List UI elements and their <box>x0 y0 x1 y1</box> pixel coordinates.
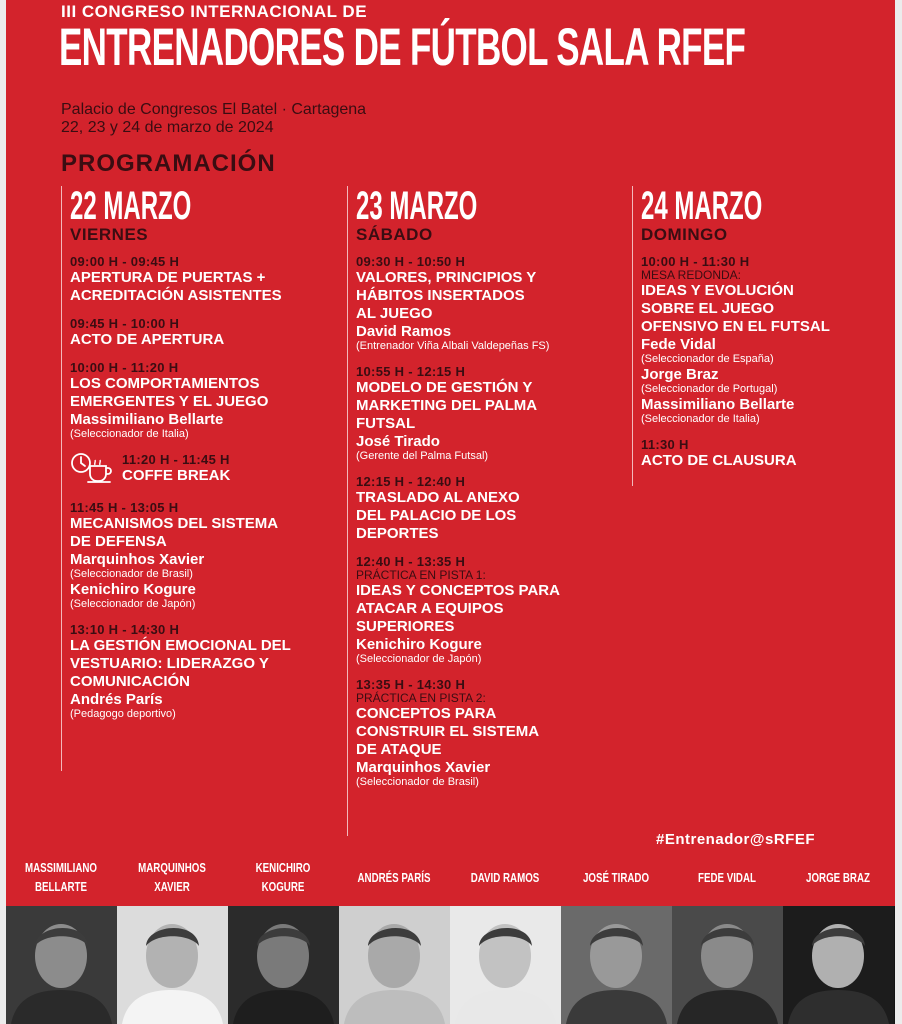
schedule-event <box>356 677 631 789</box>
event-time: 09:30 H - 10:50 H <box>356 254 466 269</box>
speaker-name: José Tirado <box>356 433 440 450</box>
event-title-line: AL JUEGO <box>356 305 433 322</box>
speaker-role: (Seleccionador de Italia) <box>641 413 760 425</box>
speaker-role: (Seleccionador de Japón) <box>70 598 196 610</box>
speaker-role: (Seleccionador de Japón) <box>356 653 482 665</box>
event-title-line: OFENSIVO EN EL FUTSAL <box>641 318 830 335</box>
speaker-role: (Pedagogo deportivo) <box>70 708 176 720</box>
event-title-line: SOBRE EL JUEGO <box>641 300 775 317</box>
speaker-name: Marquinhos Xavier <box>70 551 205 568</box>
coffee-clock-icon <box>70 452 114 484</box>
schedule-event <box>356 554 631 666</box>
coffee-icon <box>70 452 122 489</box>
event-time: 10:00 H - 11:30 H <box>641 254 750 269</box>
event-time: 13:10 H - 14:30 H <box>70 622 180 637</box>
schedule-event <box>70 622 345 721</box>
event-title-line: VALORES, PRINCIPIOS Y <box>356 269 537 286</box>
speaker-role: (Seleccionador de Italia) <box>70 428 189 440</box>
speaker-strip-name <box>797 868 880 887</box>
day-column-2 <box>347 186 631 836</box>
speaker-name: Massimiliano Bellarte <box>641 396 795 413</box>
day-weekday: VIERNES <box>70 225 149 244</box>
schedule-event <box>356 364 631 463</box>
venue-location: Palacio de Congresos El Batel · Cartagena <box>61 101 367 118</box>
speaker-strip-name-line: XAVIER <box>154 879 190 894</box>
congress-subtitle: III CONGRESO INTERNACIONAL DE <box>61 2 368 21</box>
speaker-name: Marquinhos Xavier <box>356 759 491 776</box>
event-title-line: IDEAS Y CONCEPTOS PARA <box>356 582 560 599</box>
event-title-line: VESTUARIO: LIDERAZGO Y <box>70 655 269 672</box>
event-title-line: MECANISMOS DEL SISTEMA <box>70 515 279 532</box>
schedule-event <box>70 360 345 441</box>
event-title-line: LA GESTIÓN EMOCIONAL DEL <box>70 637 291 654</box>
speaker-strip-name-line: MASSIMILIANO <box>24 860 98 875</box>
schedule-event <box>356 474 631 543</box>
schedule-event <box>70 500 345 611</box>
speaker-strip-name-line: ANDRÉS PARÍS <box>357 870 431 885</box>
speaker-name: Andrés París <box>70 691 163 708</box>
event-title-line: FUTSAL <box>356 415 416 432</box>
event-title-line: TRASLADO AL ANEXO <box>356 489 520 506</box>
event-title-line: COMUNICACIÓN <box>70 673 190 690</box>
speaker-strip-name-line: BELLARTE <box>34 879 88 894</box>
speaker-name: Kenichiro Kogure <box>356 636 482 653</box>
speaker-names-row <box>6 858 895 906</box>
speaker-photo <box>672 906 783 1024</box>
hashtag: #Entrenador@sRFEF <box>656 831 815 848</box>
event-time: 12:40 H - 13:35 H <box>356 554 466 569</box>
event-title-line: MODELO DE GESTIÓN Y <box>356 379 533 396</box>
speaker-photo <box>783 906 894 1024</box>
speaker-strip-name-line: MARQUINHOS <box>138 860 206 875</box>
speaker-role: (Seleccionador de Portugal) <box>641 383 778 395</box>
speaker-role: (Seleccionador de España) <box>641 353 774 365</box>
event-tag: PRÁCTICA EN PISTA 2: <box>356 691 486 705</box>
speaker-strip-name <box>242 858 325 896</box>
event-time: 09:00 H - 09:45 H <box>70 254 180 269</box>
day-weekday: SÁBADO <box>356 225 433 244</box>
speaker-photo <box>561 906 672 1024</box>
speaker-name: Fede Vidal <box>641 336 716 353</box>
speaker-photo <box>450 906 561 1024</box>
speaker-photo <box>228 906 339 1024</box>
event-title-line: CONCEPTOS PARA <box>356 705 497 722</box>
event-tag: PRÁCTICA EN PISTA 1: <box>356 568 486 582</box>
event-title-line: IDEAS Y EVOLUCIÓN <box>641 282 794 299</box>
event-title-line: CONSTRUIR EL SISTEMA <box>356 723 540 740</box>
day-date: 24 MARZO <box>641 184 763 228</box>
venue-info <box>61 101 366 137</box>
event-time: 10:00 H - 11:20 H <box>70 360 179 375</box>
day-column-3 <box>632 186 891 486</box>
schedule-event <box>356 254 631 353</box>
speaker-name: David Ramos <box>356 323 452 340</box>
event-title-line: DEPORTES <box>356 525 439 542</box>
program-heading: PROGRAMACIÓN <box>61 150 276 177</box>
event-title-line: SUPERIORES <box>356 618 455 635</box>
event-time: 11:45 H - 13:05 H <box>70 500 179 515</box>
speaker-strip-name <box>464 868 547 887</box>
event-title-line: ACTO DE CLAUSURA <box>641 452 797 469</box>
event-title-line: APERTURA DE PUERTAS + <box>70 269 266 286</box>
event-title-line: ATACAR A EQUIPOS <box>356 600 504 617</box>
event-time: 10:55 H - 12:15 H <box>356 364 466 379</box>
event-time: 11:20 H - 11:45 H <box>122 452 230 467</box>
speaker-strip-name <box>575 868 658 887</box>
day-weekday: DOMINGO <box>641 225 728 244</box>
schedule-event <box>641 254 891 426</box>
event-title-line: DE ATAQUE <box>356 741 442 758</box>
speaker-role: (Seleccionador de Brasil) <box>356 776 479 788</box>
coffee-break-text <box>122 452 230 485</box>
speaker-name: Jorge Braz <box>641 366 719 383</box>
event-title-line: DEL PALACIO DE LOS <box>356 507 517 524</box>
speaker-name: Massimiliano Bellarte <box>70 411 224 428</box>
speaker-strip-name <box>20 858 103 896</box>
schedule-event <box>70 316 345 349</box>
day-column-1 <box>61 186 345 771</box>
event-title-line: ACREDITACIÓN ASISTENTES <box>70 287 282 304</box>
speaker-strip-name-line: FEDE VIDAL <box>698 870 756 885</box>
speaker-strip-name-line: JORGE BRAZ <box>806 870 870 885</box>
day-date: 22 MARZO <box>70 184 192 228</box>
event-time: 12:15 H - 12:40 H <box>356 474 466 489</box>
schedule-event <box>70 254 345 305</box>
speaker-strip-name-line: DAVID RAMOS <box>470 870 540 885</box>
venue-dates: 22, 23 y 24 de marzo de 2024 <box>61 119 274 136</box>
event-title-line: LOS COMPORTAMIENTOS <box>70 375 260 392</box>
speaker-strip-name-line: KOGURE <box>261 879 305 894</box>
speaker-strip-name-line: KENICHIRO <box>255 860 311 875</box>
speaker-strip-name <box>131 858 214 896</box>
speaker-photo <box>6 906 117 1024</box>
coffee-break-event <box>70 452 345 489</box>
speaker-role: (Gerente del Palma Futsal) <box>356 450 489 462</box>
event-time: 09:45 H - 10:00 H <box>70 316 180 331</box>
speaker-strip-name <box>686 868 769 887</box>
day-date: 23 MARZO <box>356 184 478 228</box>
speaker-role: (Seleccionador de Brasil) <box>70 568 193 580</box>
event-title-line: COFFE BREAK <box>122 467 231 484</box>
speaker-strip-name-line: JOSÉ TIRADO <box>582 870 650 885</box>
speaker-strip-name <box>353 868 436 887</box>
poster <box>6 0 895 1024</box>
speaker-photo <box>339 906 450 1024</box>
schedule-event <box>641 437 891 470</box>
event-title-line: EMERGENTES Y EL JUEGO <box>70 393 269 410</box>
congress-title: ENTRENADORES DE FÚTBOL SALA RFEF <box>59 18 746 77</box>
speaker-role: (Entrenador Viña Albali Valdepeñas FS) <box>356 340 550 352</box>
event-title-line: MARKETING DEL PALMA <box>356 397 538 414</box>
event-tag: MESA REDONDA: <box>641 268 742 282</box>
event-time: 11:30 H <box>641 437 689 452</box>
event-time: 13:35 H - 14:30 H <box>356 677 466 692</box>
speaker-photos-row <box>6 906 895 1024</box>
speaker-photo <box>117 906 228 1024</box>
event-title-line: ACTO DE APERTURA <box>70 331 225 348</box>
event-title-line: HÁBITOS INSERTADOS <box>356 287 525 304</box>
event-title-line: DE DEFENSA <box>70 533 167 550</box>
speaker-name: Kenichiro Kogure <box>70 581 196 598</box>
